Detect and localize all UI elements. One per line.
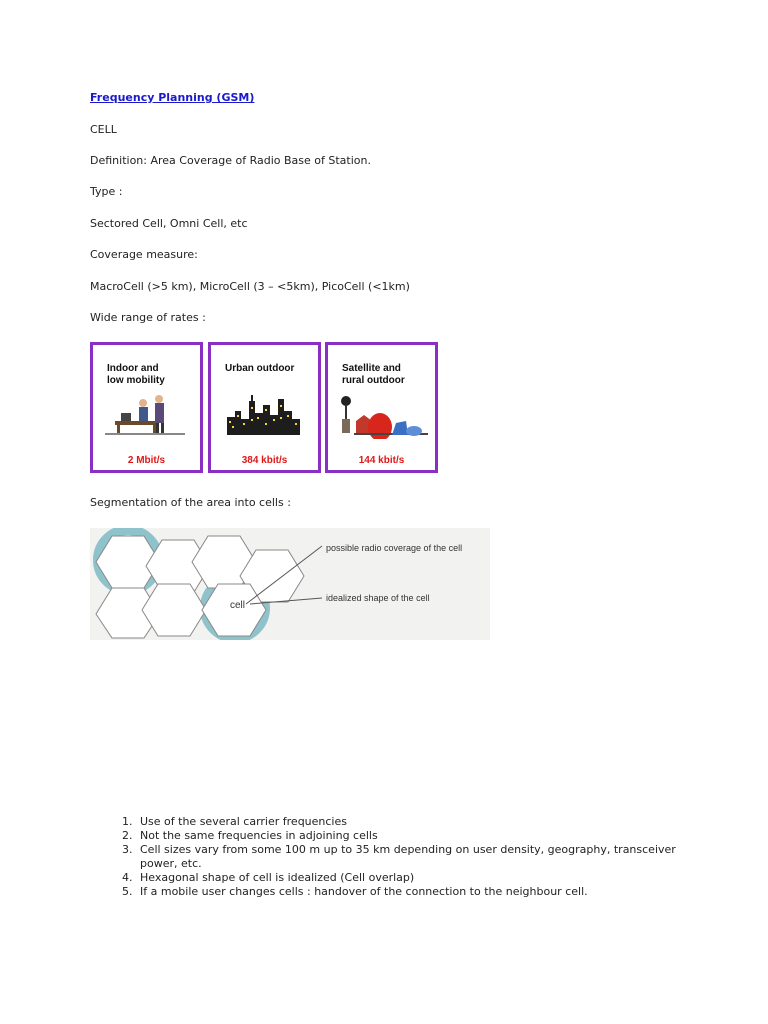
list-item: 4. Hexagonal shape of cell is idealized (Cell overlap) [136, 871, 696, 885]
satellite-dish-icon [334, 389, 434, 439]
panel-rate: 384 kbit/s [241, 455, 288, 466]
panel-title: Indoor and low mobility [107, 363, 165, 386]
rates-label: Wide range of rates : [90, 311, 206, 324]
list-item: 2. Not the same frequencies in adjoining cells [136, 829, 696, 843]
types-text: Sectored Cell, Omni Cell, etc [90, 217, 248, 230]
type-label: Type : [90, 185, 123, 198]
panel-rate: 2 Mbit/s [127, 455, 166, 466]
panel-title: Satellite and rural outdoor [342, 363, 405, 386]
list-item: 5. If a mobile user changes cells : handover of the connection to the neighbour cell. [136, 885, 696, 899]
facts-list [112, 815, 696, 899]
rate-panel-rural [325, 342, 438, 473]
office-worker-icon [99, 389, 199, 439]
rate-panel-indoor [90, 342, 203, 473]
cell-diagram [90, 528, 490, 640]
segmentation-label: Segmentation of the area into cells : [90, 496, 291, 509]
panel-rate: 144 kbit/s [358, 455, 405, 466]
coverage-label: Coverage measure: [90, 248, 198, 261]
list-item: 3. Cell sizes vary from some 100 m up to 35 km depending on user density, geography, transceiver power, etc. [136, 843, 696, 871]
list-item: 1. Use of the several carrier frequencies [136, 815, 696, 829]
panel-title: Urban outdoor [225, 363, 295, 374]
coverage-label: possible radio coverage of the cell [326, 543, 463, 553]
idealized-label: idealized shape of the cell [326, 593, 430, 603]
definition-text: Definition: Area Coverage of Radio Base of Station. [90, 154, 371, 167]
rate-panel-urban [208, 342, 321, 473]
cell-heading: CELL [90, 123, 117, 136]
sizes-text: MacroCell (>5 km), MicroCell (3 – <5km), PicoCell (<1km) [90, 280, 410, 293]
page-title-link[interactable]: Frequency Planning (GSM) [90, 91, 255, 104]
cell-label: cell [230, 600, 246, 611]
city-skyline-icon [217, 389, 317, 439]
